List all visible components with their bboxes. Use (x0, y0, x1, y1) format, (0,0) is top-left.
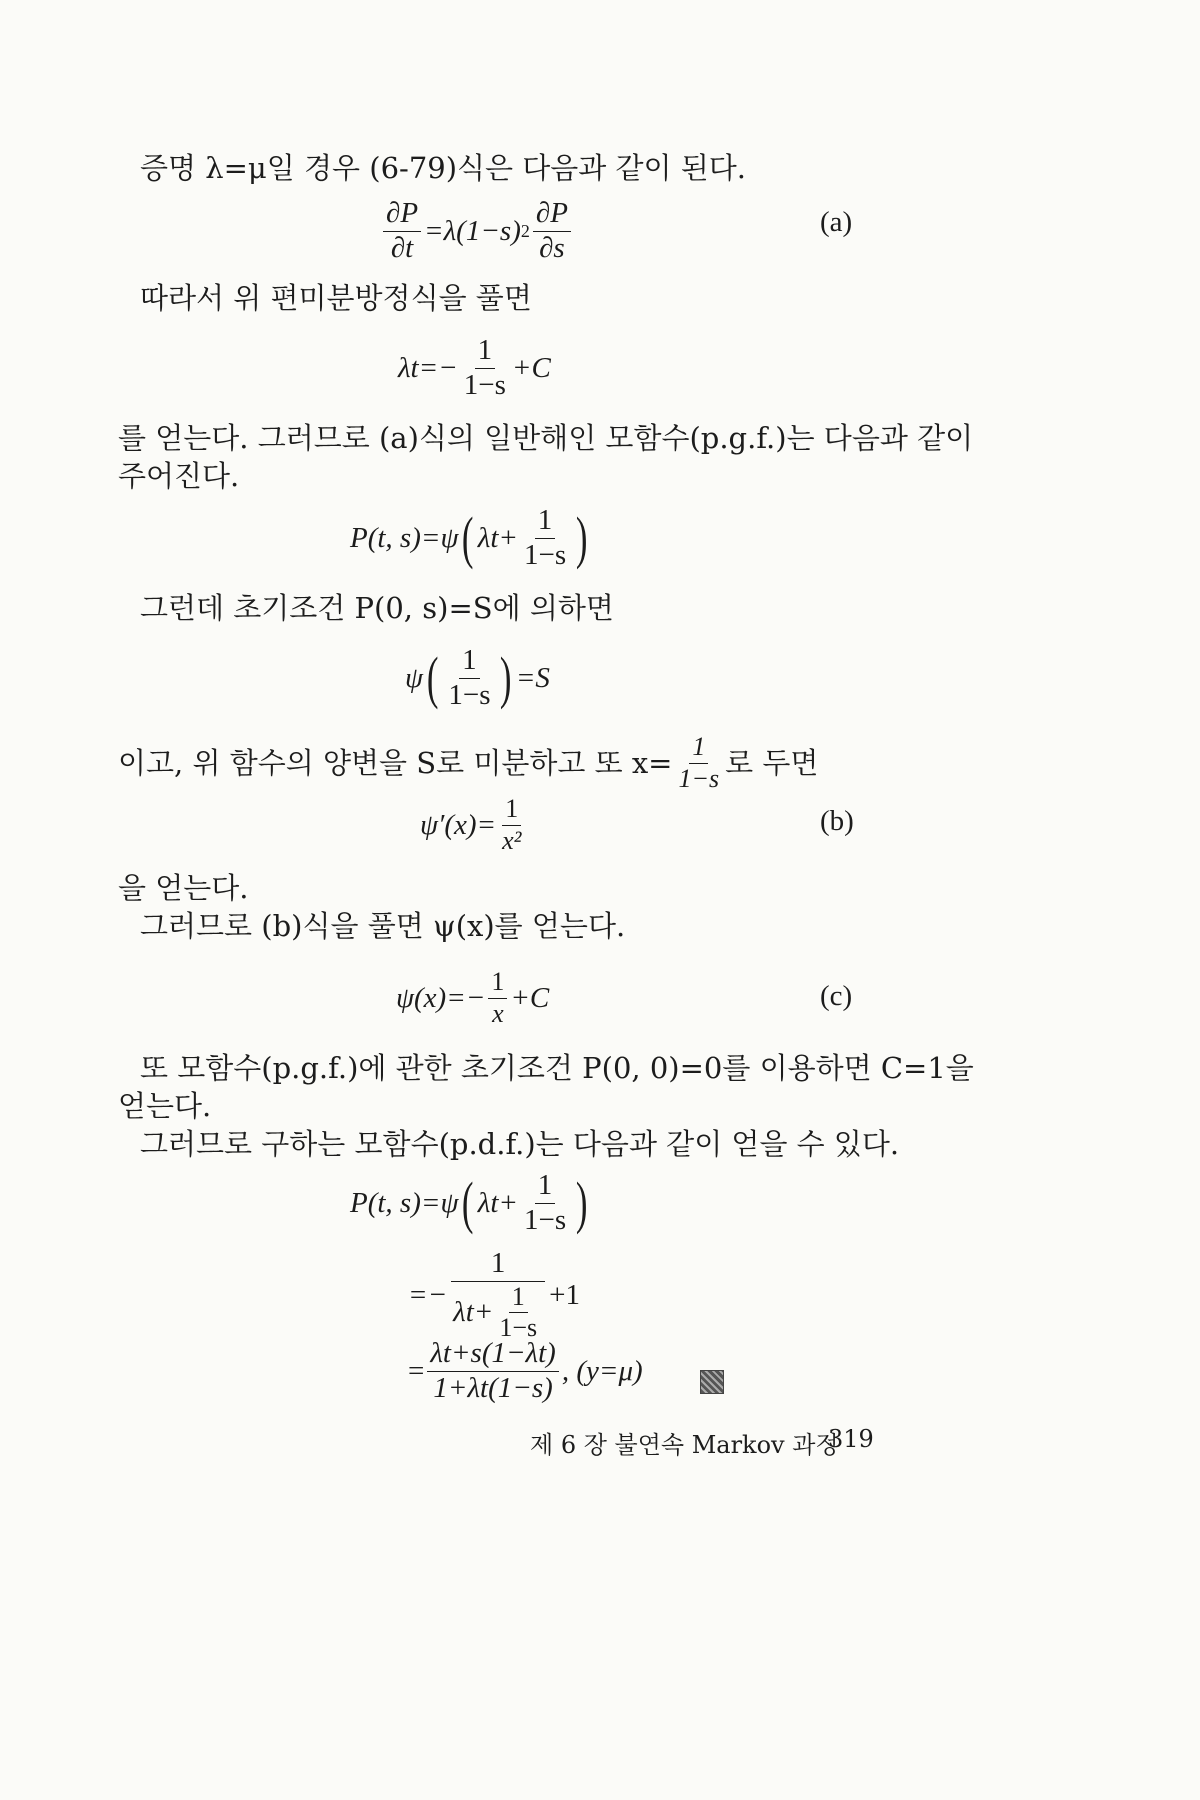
eq-a-num2: ∂P (533, 198, 571, 232)
line-given: 주어진다. (118, 459, 240, 493)
equation-a: $\frac{\partial P}{\partial t}$ =λ(1−s) 2 $\frac{\partial P}{\partial s}$ (380, 198, 574, 265)
equation-final-2 (408, 1248, 580, 1343)
eq-psi: ψ (405, 661, 424, 694)
eq-a-den: ∂t (390, 231, 414, 264)
label-a: (a) (820, 206, 853, 238)
line-final-intro: 그러므로 구하는 모함수(p.d.f.)는 다음과 같이 얻을 수 있다. (140, 1127, 900, 1161)
frac-num: 1 (689, 733, 708, 764)
frac-den: 1+λt(1−s) (433, 1371, 553, 1404)
frac-num: 1 (535, 1170, 556, 1204)
frac-num: 1 (535, 505, 556, 539)
proof-intro: 증명 λ=μ일 경우 (6-79)식은 다음과 같이 된다. (140, 151, 747, 185)
line-solve: 따라서 위 편미분방정식을 풀면 (140, 281, 532, 315)
equation-final-3 (408, 1338, 643, 1405)
frac-den: 1−s (448, 678, 491, 711)
eq-f3-eq: = (408, 1354, 425, 1387)
equation-final-1: P(t, s)=ψ ( λt+ $\frac{1}{1-s}$ ) (350, 1169, 588, 1236)
eq-psi-S: =S (515, 661, 550, 694)
label-c: (c) (820, 980, 853, 1012)
line-diff-a: 이고, 위 함수의 양변을 S로 미분하고 또 x= (118, 745, 673, 780)
line-general: 를 얻는다. 그러므로 (a)식의 일반해인 모함수(p.g.f.)는 다음과 같이 (118, 421, 974, 455)
line-obtain2: 얻는다. (118, 1089, 212, 1123)
frac-num: 1 (459, 645, 480, 679)
eq-a-mid: =λ(1−s) (424, 214, 521, 247)
eq-f2-right: +1 (549, 1279, 580, 1312)
line-solve-b: 그러므로 (b)식을 풀면 ψ(x)를 얻는다. (140, 909, 626, 943)
equation-general: P(t, s)=ψ ( λt+ $\frac{1}{1-s}$ ) (350, 504, 588, 571)
frac-den: 1−s (678, 763, 720, 793)
eq-f1-left: P(t, s)=ψ (350, 1186, 459, 1219)
line-differentiate (118, 733, 818, 793)
label-b: (b) (820, 805, 854, 837)
frac-num: λt+s(1−λt) (427, 1338, 558, 1372)
frac-den: 1−s (499, 1313, 538, 1343)
frac-den: 1−s (523, 1203, 567, 1236)
equation-b (420, 795, 527, 855)
frac-den: x (492, 998, 504, 1028)
eq-g-lt: λt+ (477, 521, 518, 554)
eq-c-right: +C (510, 981, 550, 1014)
frac-den: 1−s (463, 368, 506, 401)
eq-a-num: ∂P (383, 198, 421, 232)
equation-c (396, 968, 549, 1028)
eq-f2-left: =− (408, 1279, 448, 1312)
frac-den-nested (450, 1282, 546, 1343)
equation-lt (398, 335, 551, 402)
footer-page-number: 319 (828, 1425, 874, 1453)
frac-num: 1 (488, 968, 507, 999)
equation-psi-S: ψ ( $\frac{1}{1-s}$ ) =S (405, 644, 550, 711)
eq-lt-right: +C (511, 351, 551, 384)
line-initial: 그런데 초기조건 P(0, s)=S에 의하면 (140, 591, 614, 625)
end-of-proof-mark (700, 1370, 724, 1394)
frac-num: 1 (475, 335, 496, 369)
eq-f3-cond: , (y=μ) (561, 1354, 643, 1387)
eq-f1-lt: λt+ (477, 1186, 518, 1219)
eq-f2-lt: λt+ (453, 1296, 494, 1329)
eq-c-left: ψ(x)=− (396, 981, 486, 1014)
frac-num: 1 (451, 1248, 546, 1282)
frac-num: 1 (502, 795, 521, 826)
footer-chapter: 제 6 장 불연속 Markov 과정 (530, 1431, 839, 1459)
line-diff-b: 로 두면 (725, 745, 819, 780)
eq-b-left: ψ′(x)= (420, 808, 497, 841)
frac-num: 1 (509, 1283, 528, 1314)
line-initial-C: 또 모함수(p.g.f.)에 관한 초기조건 P(0, 0)=0를 이용하면 C=1을 (140, 1051, 974, 1085)
line-obtain: 을 얻는다. (118, 871, 249, 905)
frac-den: 1−s (523, 538, 567, 571)
eq-a-den2: ∂s (539, 231, 565, 264)
eq-g-left: P(t, s)=ψ (350, 521, 459, 554)
eq-lt-left: λt=− (398, 351, 458, 384)
frac-den: x² (502, 825, 522, 855)
